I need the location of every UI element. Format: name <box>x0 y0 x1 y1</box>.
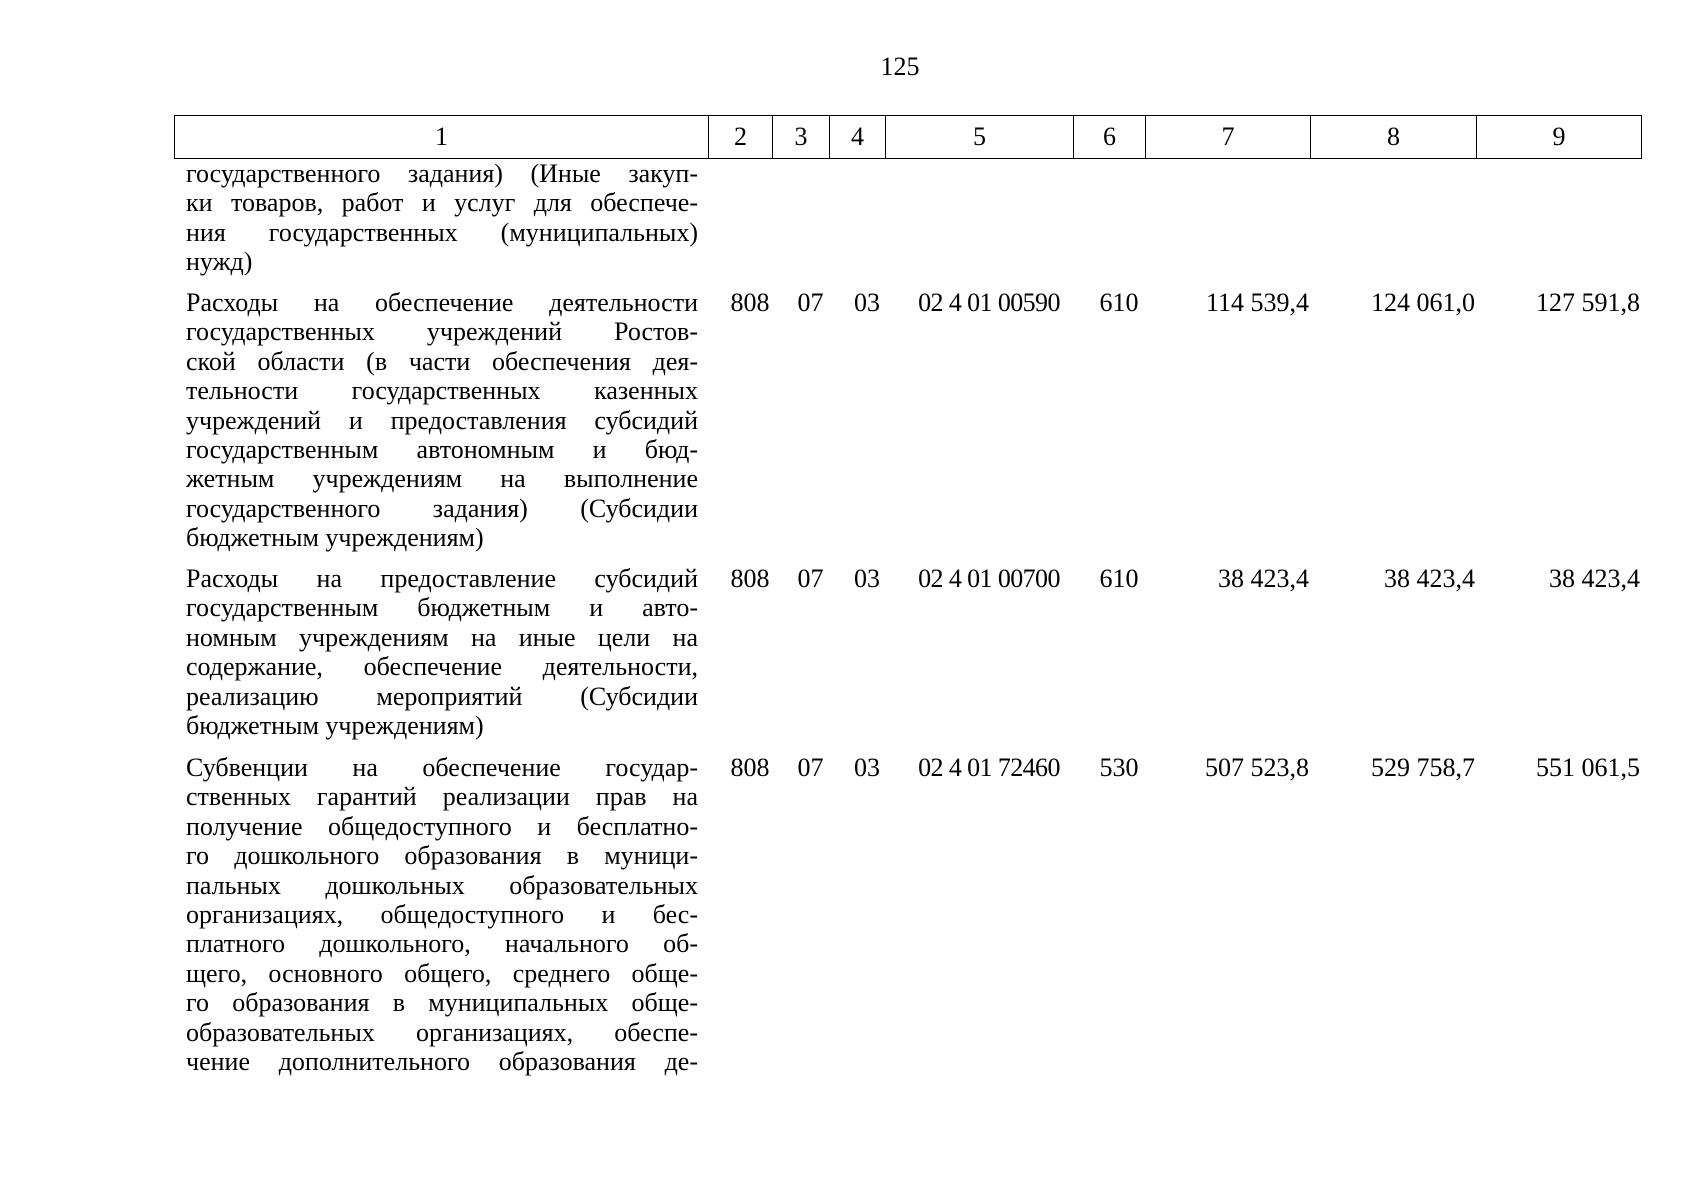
cell-expense-type: 610 <box>1099 288 1139 317</box>
description-line: тельности государственных казенных <box>186 376 698 406</box>
cell-amount-9: 38 423,4 <box>1549 564 1640 593</box>
description-line: государственных учреждений Ростов- <box>186 317 698 347</box>
cell-ministry-code: 808 <box>730 753 770 782</box>
cell-section: 07 <box>797 753 824 782</box>
description-line: реализацию мероприятий (Субсидии <box>186 681 698 711</box>
cell-amount-8: 38 423,4 <box>1384 564 1475 593</box>
cell-amount-9: 551 061,5 <box>1536 753 1640 782</box>
description-line: ки товаров, работ и услуг для обеспече- <box>186 188 698 218</box>
description-line: пальных дошкольных образовательных <box>186 870 698 900</box>
description-line: учреждений и предоставления субсидий <box>186 405 698 435</box>
description-line: го образования в муниципальных обще- <box>186 988 698 1018</box>
row-description <box>186 159 698 277</box>
description-line: номным учреждениям на иные цели на <box>186 622 698 652</box>
cell-target-article: 02 4 01 00590 <box>918 288 1060 317</box>
description-line: образовательных организациях, обеспе- <box>186 1017 698 1047</box>
cell-amount-7: 507 523,8 <box>1205 753 1309 782</box>
column-header-1: 1 <box>175 116 709 159</box>
cell-section: 07 <box>797 288 824 317</box>
cell-expense-type: 610 <box>1099 564 1139 593</box>
cell-target-article: 02 4 01 72460 <box>918 753 1060 782</box>
description-line: чение дополнительного образования де- <box>186 1046 698 1076</box>
description-line: содержание, обеспечение деятельности, <box>186 652 698 682</box>
cell-ministry-code: 808 <box>730 288 770 317</box>
description-line: жетным учреждениям на выполнение <box>186 464 698 494</box>
cell-section: 07 <box>797 564 824 593</box>
description-line: щего, основного общего, среднего обще- <box>186 958 698 988</box>
column-header-table <box>174 115 1642 159</box>
description-line: ской области (в части обеспечения дея- <box>186 346 698 376</box>
description-line: Субвенции на обеспечение государ- <box>186 753 698 782</box>
description-line: нужд) <box>186 247 253 277</box>
description-line: ственных гарантий реализации прав на <box>186 782 698 812</box>
cell-amount-7: 38 423,4 <box>1218 564 1309 593</box>
cell-amount-9: 127 591,8 <box>1536 288 1640 317</box>
cell-ministry-code: 808 <box>730 564 770 593</box>
cell-amount-8: 124 061,0 <box>1371 288 1475 317</box>
row-description <box>186 564 698 740</box>
description-line: ния государственных (муниципальных) <box>186 217 698 247</box>
description-line: бюджетным учреждениям) <box>186 710 484 740</box>
cell-amount-7: 114 539,4 <box>1205 288 1309 317</box>
row-description <box>186 753 698 1076</box>
description-line: получение общедоступного и бесплатно- <box>186 811 698 841</box>
column-header-8: 8 <box>1311 116 1477 159</box>
description-line: Расходы на обеспечение деятельности <box>186 288 698 317</box>
description-line: платного дошкольного, начального об- <box>186 929 698 959</box>
description-line: организациях, общедоступного и бес- <box>186 899 698 929</box>
column-header-7: 7 <box>1146 116 1311 159</box>
cell-subsection: 03 <box>854 753 880 782</box>
column-header-row <box>175 116 1642 159</box>
cell-amount-8: 529 758,7 <box>1371 753 1475 782</box>
cell-target-article: 02 4 01 00700 <box>918 564 1060 593</box>
cell-expense-type: 530 <box>1099 753 1139 782</box>
column-header-6: 6 <box>1074 116 1146 159</box>
page-number: 125 <box>880 52 920 81</box>
column-header-9: 9 <box>1477 116 1642 159</box>
cell-subsection: 03 <box>854 564 880 593</box>
description-line: государственным автономным и бюд- <box>186 434 698 464</box>
column-header-3: 3 <box>773 116 830 159</box>
column-header-5: 5 <box>886 116 1074 159</box>
column-header-2: 2 <box>709 116 773 159</box>
description-line: государственным бюджетным и авто- <box>186 593 698 623</box>
description-line: государственного задания) (Субсидии <box>186 493 698 523</box>
description-line: Расходы на предоставление субсидий <box>186 564 698 593</box>
cell-subsection: 03 <box>854 288 880 317</box>
description-line: бюджетным учреждениям) <box>186 523 484 553</box>
description-line: государственного задания) (Иные закуп- <box>186 159 698 188</box>
row-description <box>186 288 698 553</box>
column-header-4: 4 <box>830 116 886 159</box>
description-line: го дошкольного образования в муници- <box>186 841 698 871</box>
